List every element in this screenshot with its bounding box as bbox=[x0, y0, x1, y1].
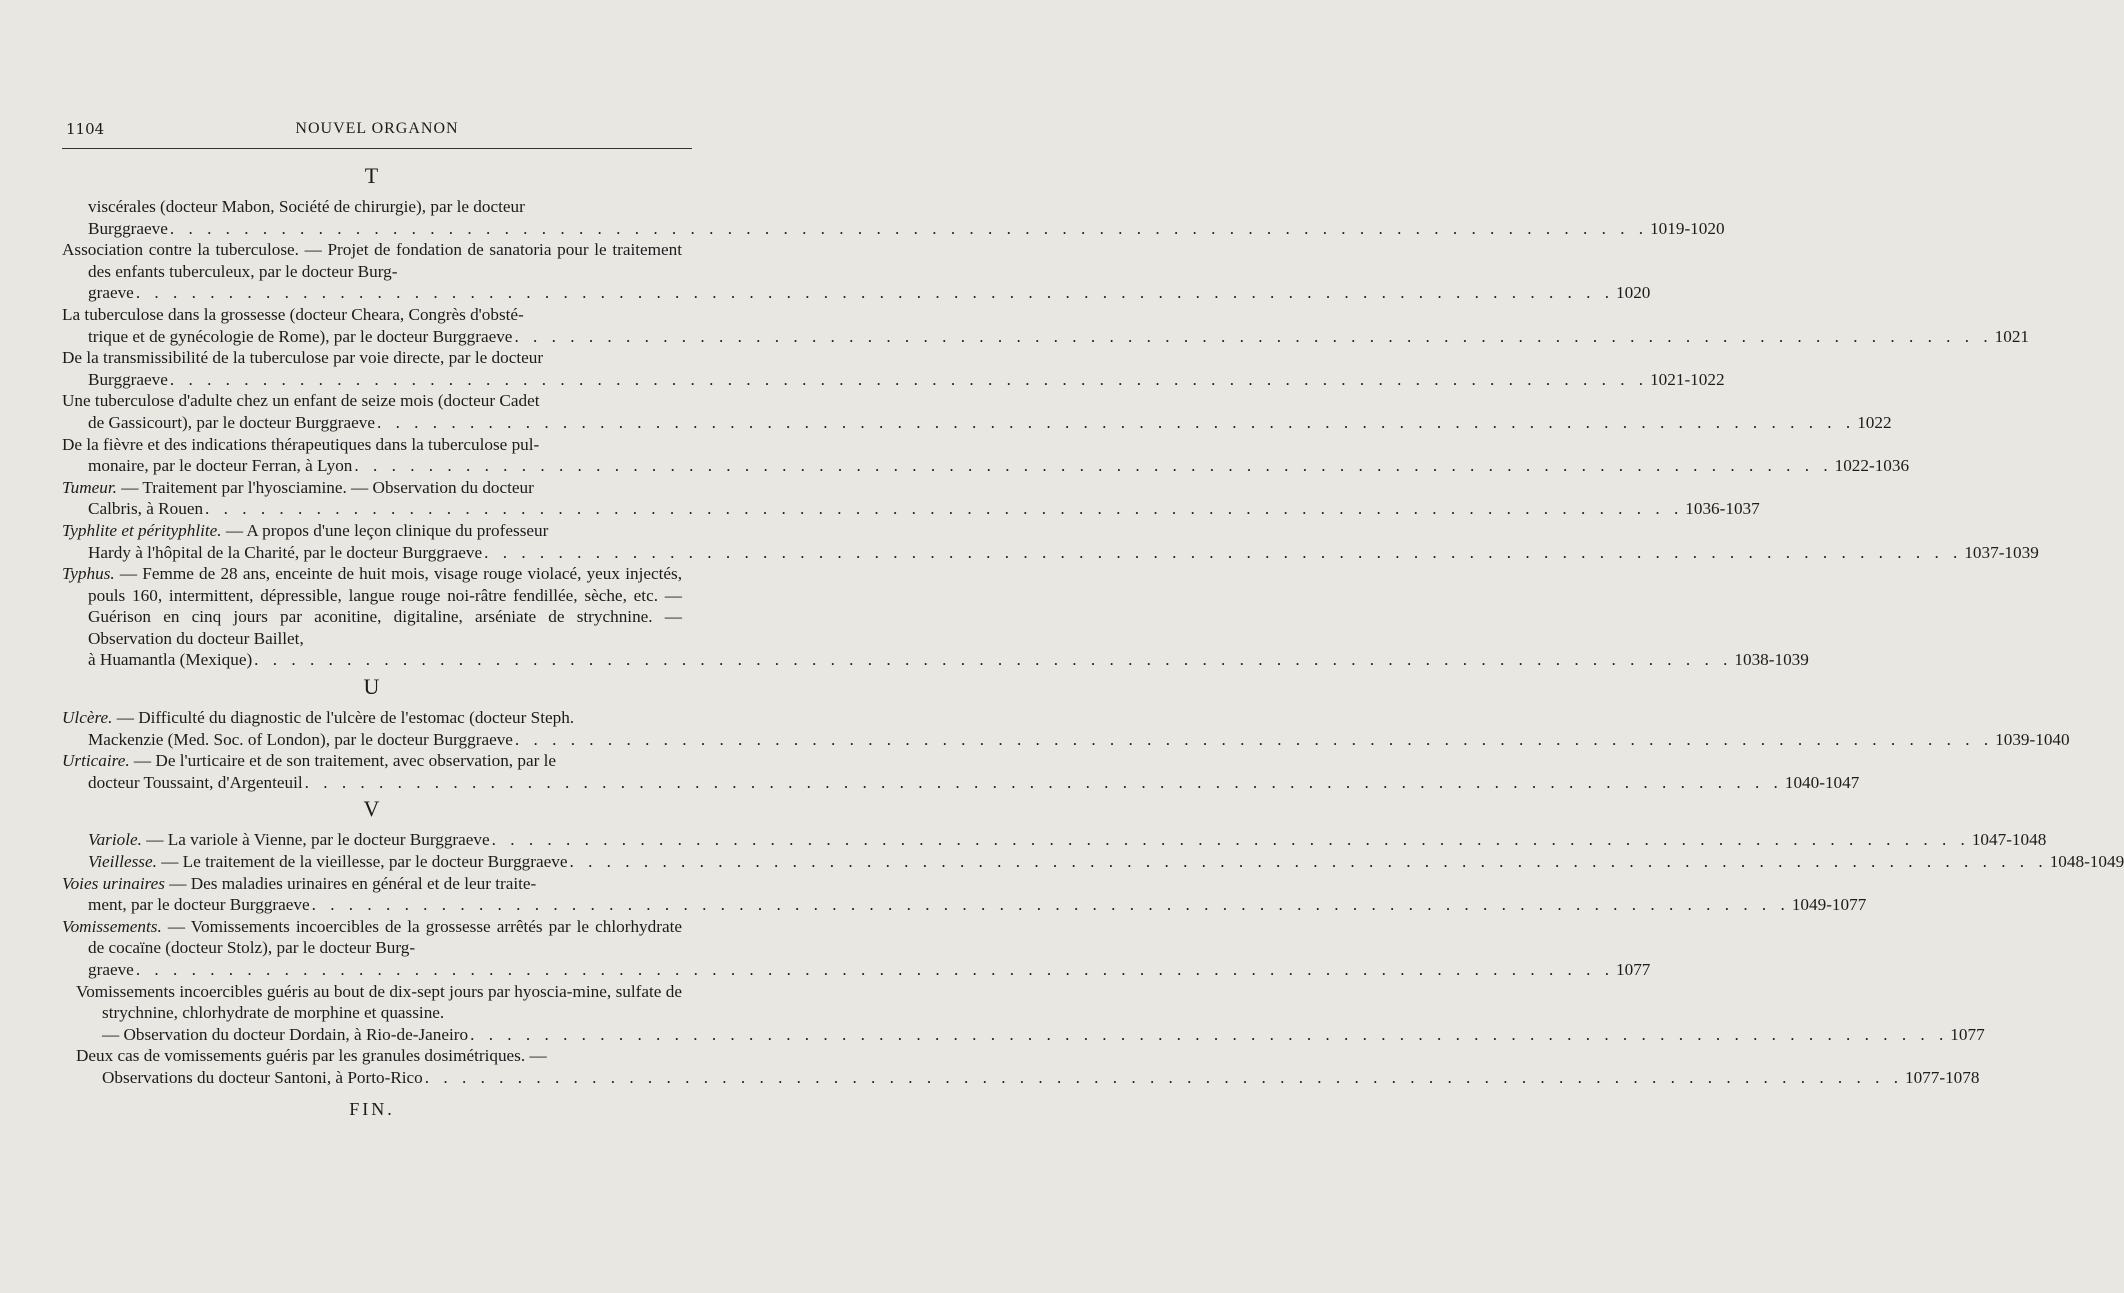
entry-tail bbox=[88, 829, 2047, 851]
entry-heading: Vieillesse. bbox=[88, 852, 157, 872]
index-entry bbox=[62, 477, 1760, 520]
entry-tail bbox=[88, 455, 1910, 477]
entry-tail-text: Burggraeve bbox=[88, 218, 168, 238]
section-letter: V bbox=[363, 796, 381, 822]
page-reference: 1049-1077 bbox=[1791, 895, 1867, 915]
dot-leader: . . . . . . . . . . . . . . . . . . . . . . . . . . . . . . . . . . . . . . . . . . . . . . . . . . . . . . . . . . . . . . . . . . . . . . . . . . . . . . . . bbox=[354, 456, 1833, 476]
entry-tail-text: graeve bbox=[88, 960, 134, 979]
entry-text: Vomissements incoercibles guéris au bout de dix-sept jours par hyoscia-mine, sulfate de strychnine, chlorhydrate de morphine et quassine. bbox=[76, 981, 682, 1023]
entry-tail bbox=[88, 542, 2039, 564]
entry-text: — A propos d'une leçon clinique du professeur bbox=[221, 520, 549, 540]
dot-leader: . . . . . . . . . . . . . . . . . . . . . . . . . . . . . . . . . . . . . . . . . . . . . . . . . . . . . . . . . . . . . . . . . . . . . . . . . . . . . . . . bbox=[484, 542, 1963, 562]
index-entry bbox=[62, 347, 1725, 390]
entry-tail bbox=[88, 498, 1760, 520]
index-entry bbox=[62, 390, 1892, 433]
entry-tail-text: Hardy à l'hôpital de la Charité, par le docteur Burggraeve bbox=[88, 542, 483, 562]
entry-text: La tuberculose dans la grossesse (docteur Cheara, Congrès d'obsté- bbox=[62, 304, 524, 324]
page-reference: 1039-1040 bbox=[1995, 729, 2070, 749]
entry-tail-text: trique et de gynécologie de Rome), par le docteur Burggraeve bbox=[88, 326, 513, 346]
entry-tail-text: — La variole à Vienne, par le docteur Burggraeve bbox=[141, 830, 490, 850]
entry-heading: Tumeur. bbox=[62, 477, 117, 497]
entry-text: — Vomissements incoercibles de la grossesse arrêtés par le chlorhydrate de cocaïne (docteur Stolz), par le docteur Burg- bbox=[88, 916, 682, 958]
index-entry bbox=[62, 520, 2039, 563]
index-entry bbox=[62, 707, 2070, 750]
page-reference: 1020 bbox=[1616, 283, 1651, 303]
index-entry bbox=[62, 981, 1985, 1046]
section-letter: T bbox=[364, 163, 380, 188]
index-content bbox=[62, 160, 2124, 1120]
page-reference: 1077 bbox=[1950, 1024, 1985, 1044]
entry-tail-text: Mackenzie (Med. Soc. of London), par le docteur Burggraeve bbox=[88, 729, 513, 749]
entry-text: — Des maladies urinaires en général et de leur traite- bbox=[164, 873, 537, 893]
entry-text: viscérales (docteur Mabon, Société de chirurgie), par le docteur bbox=[88, 197, 525, 216]
entry-tail bbox=[88, 894, 1867, 916]
page-reference: 1077 bbox=[1616, 960, 1651, 979]
page-reference: 1040-1047 bbox=[1784, 772, 1860, 792]
entry-heading: Typhlite et pérityphlite. bbox=[62, 520, 222, 540]
page-reference: 1036-1037 bbox=[1685, 499, 1760, 519]
entry-tail bbox=[102, 1067, 1980, 1089]
page-reference: 1022 bbox=[1857, 412, 1892, 432]
entry-text: — De l'urticaire et de son traitement, avec observation, par le bbox=[129, 751, 557, 771]
index-entry bbox=[62, 829, 2047, 851]
entry-tail bbox=[88, 729, 2070, 751]
entry-tail bbox=[88, 369, 1725, 391]
entry-text: De la transmissibilité de la tuberculose par voie directe, par le docteur bbox=[62, 348, 544, 368]
dot-leader: . . . . . . . . . . . . . . . . . . . . . . . . . . . . . . . . . . . . . . . . . . . . . . . . . . . . . . . . . . . . . . . . . . . . . . . . . . . . . . . . bbox=[376, 412, 1856, 432]
entry-text: Une tuberculose d'adulte chez un enfant de seize mois (docteur Cadet bbox=[62, 391, 540, 411]
dot-leader: . . . . . . . . . . . . . . . . . . . . . . . . . . . . . . . . . . . . . . . . . . . . . . . . . . . . . . . . . . . . . . . . . . . . . . . . . . . . . . . . bbox=[424, 1067, 1903, 1087]
index-entry bbox=[62, 873, 1867, 916]
dot-leader: . . . . . . . . . . . . . . . . . . . . . . . . . . . . . . . . . . . . . . . . . . . . . . . . . . . . . . . . . . . . . . . . . . . . . . . . . . . . . . . . bbox=[514, 326, 1993, 346]
index-entry bbox=[62, 304, 2030, 347]
page-reference: 1047-1048 bbox=[1971, 830, 2047, 850]
entry-text: Association contre la tuberculose. — Projet de fondation de sanatoria pour le traitement des enfants tuberculeux, par le docteur Burg- bbox=[62, 240, 682, 281]
entry-tail bbox=[88, 649, 1809, 671]
page-header bbox=[62, 116, 692, 146]
index-entry bbox=[62, 750, 1860, 793]
page-reference: 1021-1022 bbox=[1650, 369, 1725, 389]
index-entry bbox=[62, 239, 1651, 304]
entry-text: De la fièvre et des indications thérapeutiques dans la tuberculose pul- bbox=[62, 434, 540, 454]
entry-text: Deux cas de vomissements guéris par les granules dosimétriques. — bbox=[76, 1046, 547, 1066]
index-entry bbox=[62, 563, 1809, 671]
dot-leader: . . . . . . . . . . . . . . . . . . . . . . . . . . . . . . . . . . . . . . . . . . . . . . . . . . . . . . . . . . . . . . . . . . . . . . . . . . . . . . . . bbox=[169, 369, 1649, 389]
page-reference: 1048-1049 bbox=[2049, 852, 2124, 872]
entry-tail bbox=[88, 851, 2124, 873]
entry-tail-text: graeve bbox=[88, 283, 134, 303]
dot-leader: . . . . . . . . . . . . . . . . . . . . . . . . . . . . . . . . . . . . . . . . . . . . . . . . . . . . . . . . . . . . . . . . . . . . . . . . . . . . . . . . bbox=[135, 283, 1615, 303]
page-reference: 1022-1036 bbox=[1834, 456, 1910, 476]
dot-leader: . . . . . . . . . . . . . . . . . . . . . . . . . . . . . . . . . . . . . . . . . . . . . . . . . . . . . . . . . . . . . . . . . . . . . . . . . . . . . . . . bbox=[254, 650, 1733, 670]
index-entry bbox=[62, 916, 1651, 981]
dot-leader: . . . . . . . . . . . . . . . . . . . . . . . . . . . . . . . . . . . . . . . . . . . . . . . . . . . . . . . . . . . . . . . . . . . . . . . . . . . . . . . . bbox=[491, 830, 1970, 850]
section-letter: U bbox=[363, 674, 381, 700]
page-reference: 1021 bbox=[1994, 326, 2030, 346]
index-entry bbox=[62, 851, 2124, 873]
page-reference: 1038-1039 bbox=[1734, 650, 1809, 670]
entry-tail bbox=[88, 772, 1860, 794]
entry-tail bbox=[88, 959, 1651, 981]
page-number: 1104 bbox=[66, 120, 105, 138]
entry-tail-text: — Le traitement de la vieillesse, par le docteur Burggraeve bbox=[156, 852, 568, 872]
dot-leader: . . . . . . . . . . . . . . . . . . . . . . . . . . . . . . . . . . . . . . . . . . . . . . . . . . . . . . . . . . . . . . . . . . . . . . . . . . . . . . . . bbox=[169, 218, 1649, 238]
dot-leader: . . . . . . . . . . . . . . . . . . . . . . . . . . . . . . . . . . . . . . . . . . . . . . . . . . . . . . . . . . . . . . . . . . . . . . . . . . . . . . . . bbox=[135, 960, 1615, 979]
entry-tail bbox=[88, 412, 1892, 434]
entry-tail-text: ment, par le docteur Burggraeve bbox=[88, 895, 310, 915]
entry-tail bbox=[102, 1024, 1985, 1046]
entry-tail-text: Observations du docteur Santoni, à Porto-Rico bbox=[102, 1067, 423, 1087]
entry-tail bbox=[88, 326, 2030, 348]
entry-tail-text: monaire, par le docteur Ferran, à Lyon bbox=[88, 456, 353, 476]
entry-heading: Ulcère. bbox=[62, 708, 113, 728]
page-reference: 1019-1020 bbox=[1650, 218, 1725, 238]
page-reference: 1077-1078 bbox=[1904, 1067, 1980, 1087]
entry-text: — Traitement par l'hyosciamine. — Observation du docteur bbox=[116, 477, 534, 497]
entry-tail-text: à Huamantla (Mexique) bbox=[88, 650, 253, 670]
entry-tail bbox=[88, 282, 1651, 304]
dot-leader: . . . . . . . . . . . . . . . . . . . . . . . . . . . . . . . . . . . . . . . . . . . . . . . . . . . . . . . . . . . . . . . . . . . . . . . . . . . . . . . . bbox=[470, 1024, 1949, 1044]
entry-heading: Urticaire. bbox=[62, 751, 130, 771]
entry-text: — Difficulté du diagnostic de l'ulcère de l'estomac (docteur Steph. bbox=[112, 708, 575, 728]
entry-tail bbox=[88, 218, 1725, 240]
end-mark: FIN. bbox=[349, 1098, 395, 1119]
entry-tail-text: docteur Toussaint, d'Argenteuil bbox=[88, 772, 303, 792]
header-rule bbox=[62, 148, 692, 149]
entry-tail-text: de Gassicourt), par le docteur Burggraeve bbox=[88, 412, 375, 432]
entry-heading: Voies urinaires bbox=[62, 873, 165, 893]
dot-leader: . . . . . . . . . . . . . . . . . . . . . . . . . . . . . . . . . . . . . . . . . . . . . . . . . . . . . . . . . . . . . . . . . . . . . . . . . . . . . . . . bbox=[304, 772, 1783, 792]
index-entry bbox=[62, 434, 1910, 477]
dot-leader: . . . . . . . . . . . . . . . . . . . . . . . . . . . . . . . . . . . . . . . . . . . . . . . . . . . . . . . . . . . . . . . . . . . . . . . . . . . . . . . . bbox=[311, 895, 1790, 915]
dot-leader: . . . . . . . . . . . . . . . . . . . . . . . . . . . . . . . . . . . . . . . . . . . . . . . . . . . . . . . . . . . . . . . . . . . . . . . . . . . . . . . . bbox=[569, 852, 2048, 872]
page-reference: 1037-1039 bbox=[1964, 542, 2039, 562]
running-title: NOUVEL ORGANON bbox=[295, 120, 459, 137]
entry-heading: Typhus. bbox=[62, 564, 115, 584]
entry-heading: Vomissements. bbox=[62, 916, 162, 936]
index-entry bbox=[62, 196, 1725, 239]
dot-leader: . . . . . . . . . . . . . . . . . . . . . . . . . . . . . . . . . . . . . . . . . . . . . . . . . . . . . . . . . . . . . . . . . . . . . . . . . . . . . . . . bbox=[205, 499, 1684, 519]
entry-heading: Variole. bbox=[88, 830, 142, 850]
dot-leader: . . . . . . . . . . . . . . . . . . . . . . . . . . . . . . . . . . . . . . . . . . . . . . . . . . . . . . . . . . . . . . . . . . . . . . . . . . . . . . . . bbox=[514, 729, 1994, 749]
entry-text: — Femme de 28 ans, enceinte de huit mois, visage rouge violacé, yeux injectés, pouls 160, intermittent, dépressible, langue rouge noi-râtre fendillée, sèche, etc. — Guérison en cinq jours par aconitine, digitaline, arséniate de strychnine. — Observation du docteur Baillet, bbox=[88, 564, 682, 648]
entry-tail-text: Burggraeve bbox=[88, 369, 168, 389]
index-entry bbox=[62, 1045, 1980, 1088]
entry-tail-text: — Observation du docteur Dordain, à Rio-de-Janeiro bbox=[102, 1024, 469, 1044]
entry-tail-text: Calbris, à Rouen bbox=[88, 499, 204, 519]
